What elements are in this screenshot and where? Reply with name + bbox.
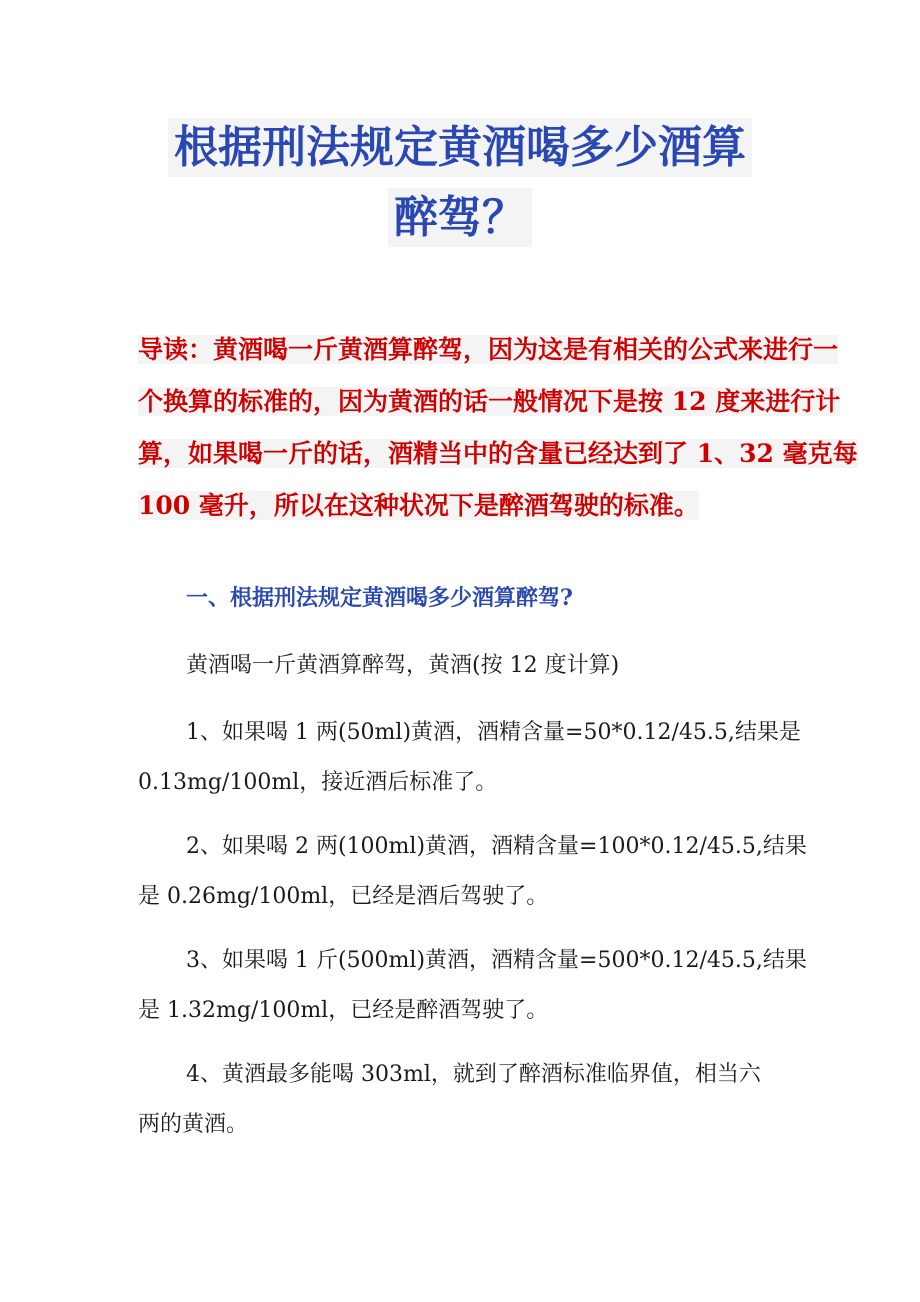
list-item: [138, 822, 807, 922]
intro-line: 100 毫升，所以在这种状况下是醉酒驾驶的标准。: [138, 491, 699, 520]
intro-paragraph: [138, 324, 858, 532]
list-item: [138, 936, 807, 1036]
paragraph-line: 1、如果喝 1 两(50ml)黄酒，酒精含量=50*0.12/45.5,结果是: [186, 720, 801, 745]
section-heading: 一、根据刑法规定黄酒喝多少酒算醉驾?: [186, 585, 573, 611]
paragraph-line: 是 1.32mg/100ml，已经是醉酒驾驶了。: [138, 998, 549, 1023]
document-title-line-2: [0, 192, 920, 243]
paragraph-line: 黄酒喝一斤黄酒算醉驾，黄酒(按 12 度计算): [186, 653, 620, 678]
paragraph-line: 0.13mg/100ml，接近酒后标准了。: [138, 770, 498, 795]
paragraph-line: 是 0.26mg/100ml，已经是酒后驾驶了。: [138, 884, 549, 909]
paragraph-line: 两的黄酒。: [138, 1112, 249, 1137]
document-title-line-1: [0, 122, 920, 173]
document-title-text-1: 根据刑法规定黄酒喝多少酒算: [168, 118, 752, 177]
intro-line: 个换算的标准的，因为黄酒的话一般情况下是按 12 度来进行计: [138, 387, 841, 416]
list-item: [138, 708, 801, 808]
list-item: [138, 1050, 788, 1150]
intro-line: 算，如果喝一斤的话，酒精当中的含量已经达到了 1、32 毫克每: [138, 439, 858, 468]
paragraph-line: 3、如果喝 1 斤(500ml)黄酒，酒精含量=500*0.12/45.5,结果: [186, 948, 807, 973]
paragraph-line: 2、如果喝 2 两(100ml)黄酒，酒精含量=100*0.12/45.5,结果: [186, 834, 807, 859]
paragraph-line: 4、黄酒最多能喝 303ml，就到了醉酒标准临界值，相当六: [186, 1062, 761, 1087]
document-title-text-2: 醉驾？: [388, 188, 532, 247]
section-intro-paragraph: [138, 641, 788, 691]
intro-line: 导读：黄酒喝一斤黄酒算醉驾，因为这是有相关的公式来进行一: [138, 335, 839, 364]
